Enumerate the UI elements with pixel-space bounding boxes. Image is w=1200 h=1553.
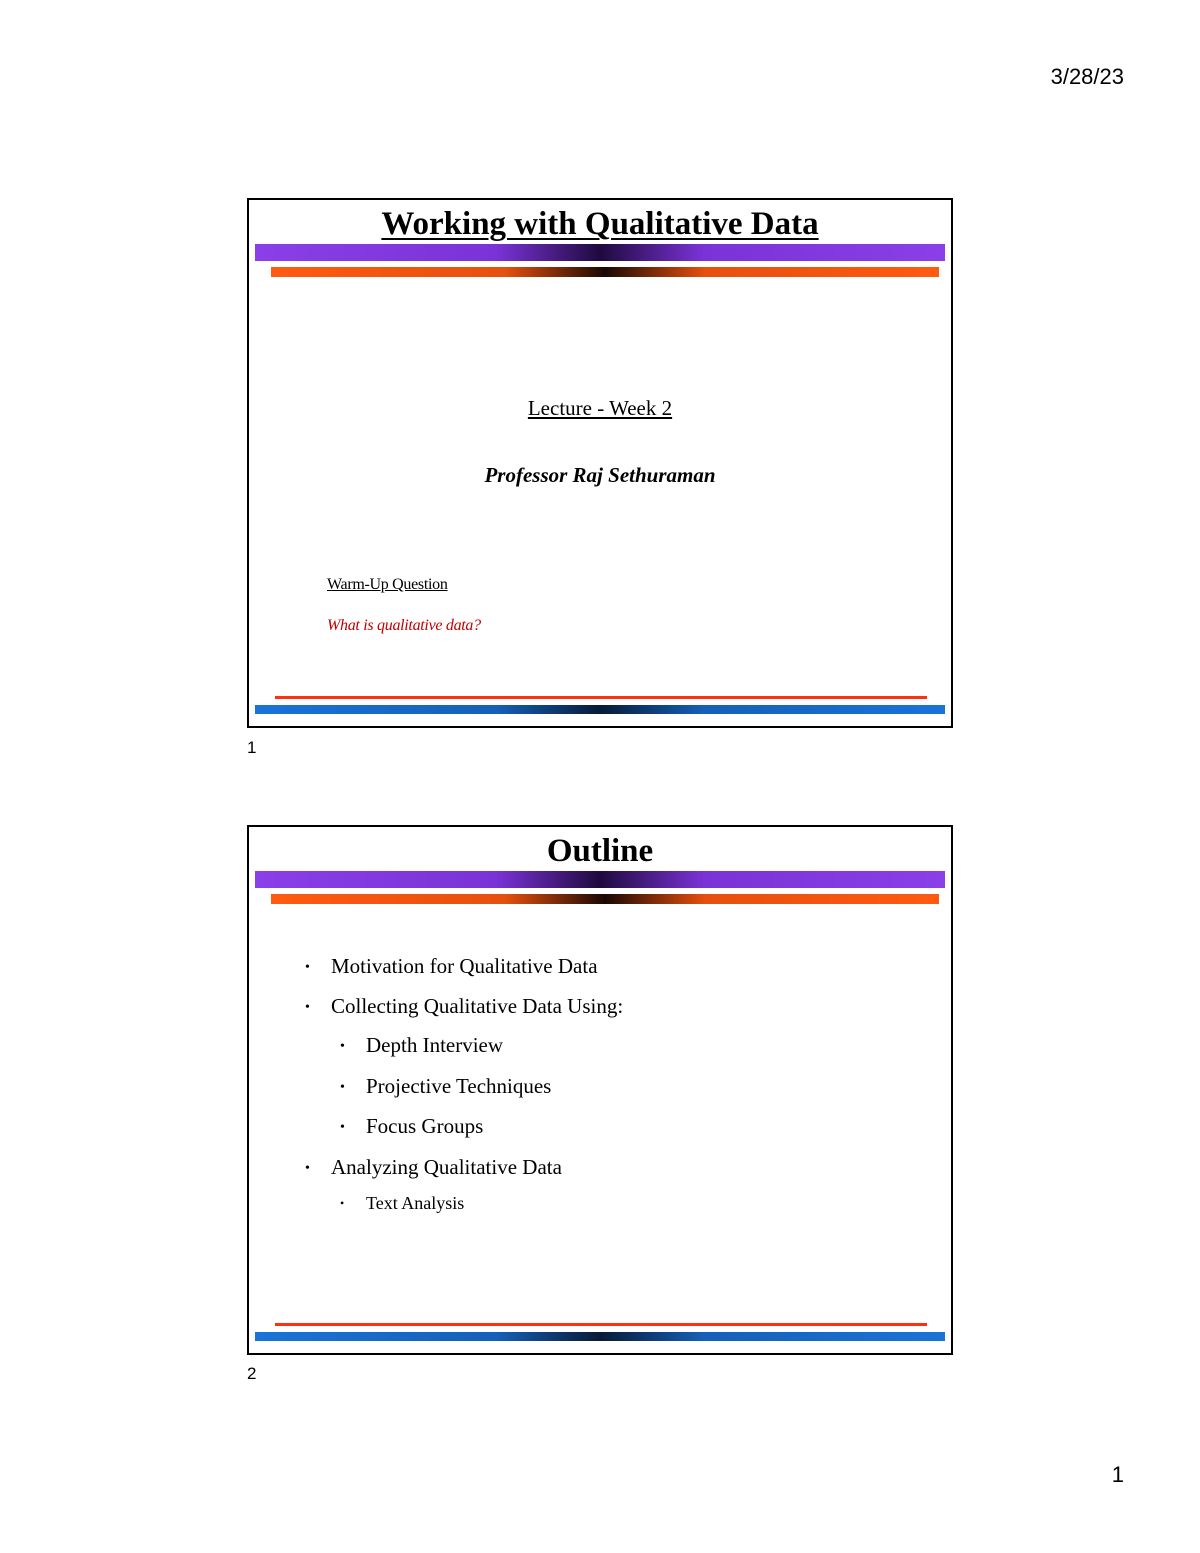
list-item <box>340 1193 464 1214</box>
footer-bar-blue <box>255 705 945 714</box>
title-bar-orange <box>271 267 939 277</box>
bullet-icon: • <box>340 1039 345 1054</box>
list-item <box>305 954 598 979</box>
list-item-text: Text Analysis <box>366 1193 465 1213</box>
warmup-label: Warm-Up Question <box>327 576 448 593</box>
footer-line-red <box>275 1323 927 1326</box>
list-item <box>340 1074 551 1099</box>
bullet-icon: • <box>305 1161 310 1176</box>
slide-2 <box>247 825 953 1355</box>
slide-title <box>249 204 951 244</box>
list-item-text: Projective Techniques <box>366 1074 552 1098</box>
list-item-text: Focus Groups <box>366 1114 484 1138</box>
list-item <box>305 1155 562 1180</box>
list-item-text: Motivation for Qualitative Data <box>331 954 598 978</box>
bullet-icon: • <box>340 1196 345 1210</box>
slide-1 <box>247 198 953 728</box>
footer-bar-blue <box>255 1332 945 1341</box>
list-item <box>305 994 623 1019</box>
footer-line-red <box>275 696 927 699</box>
list-item-text: Analyzing Qualitative Data <box>331 1155 562 1179</box>
bullet-icon: • <box>340 1120 345 1135</box>
professor-name: Professor Raj Sethuraman <box>484 463 716 487</box>
slide-number: 2 <box>247 1364 257 1383</box>
list-item-text: Collecting Qualitative Data Using: <box>331 994 624 1018</box>
list-item <box>340 1114 483 1139</box>
list-item-text: Depth Interview <box>366 1033 504 1057</box>
bullet-icon: • <box>305 1000 310 1015</box>
page-date: 3/28/23 <box>1050 64 1124 89</box>
outline-list <box>249 827 951 1353</box>
bullet-icon: • <box>340 1080 345 1095</box>
slide-title: Outline <box>546 833 654 869</box>
list-item <box>340 1033 503 1058</box>
slide-number: 1 <box>247 738 257 757</box>
title-bar-purple <box>255 244 945 261</box>
warmup-question: What is qualitative data? <box>327 617 481 634</box>
lecture-subtitle: Lecture - Week 2 <box>527 396 673 420</box>
bullet-icon: • <box>305 960 310 975</box>
page-number: 1 <box>1111 1462 1124 1487</box>
slide-title-text: Working with Qualitative Data <box>381 206 819 242</box>
